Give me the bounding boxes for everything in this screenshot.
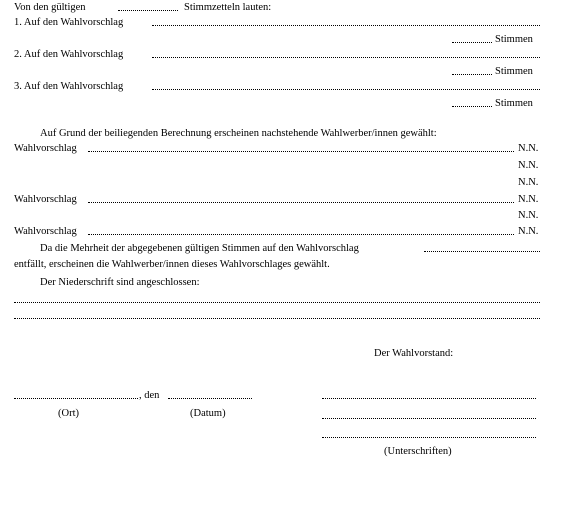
proposal-3-votes-blank[interactable] [452, 98, 492, 110]
attachment-line-2[interactable] [14, 310, 540, 322]
proposal-2-name-blank[interactable] [152, 49, 540, 61]
elected-2-name-1: N.N. [518, 194, 539, 205]
place-label: (Ort) [58, 408, 79, 419]
signature-line-2[interactable] [322, 410, 536, 422]
elected-1-name-2: N.N. [518, 160, 539, 171]
elected-2-name-2: N.N. [518, 210, 539, 221]
proposal-3-label: 3. Auf den Wahlvorschlag [14, 81, 124, 92]
proposal-1-label: 1. Auf den Wahlvorschlag [14, 17, 124, 28]
elected-2-label: Wahlvorschlag [14, 194, 77, 205]
proposal-2-votes-blank[interactable] [452, 66, 492, 78]
elected-1-label: Wahlvorschlag [14, 143, 77, 154]
heading-prefix: Von den gültigen [14, 2, 86, 13]
proposal-3-votes-label: Stimmen [495, 98, 533, 109]
proposal-3-name-blank[interactable] [152, 81, 540, 93]
board-label: Der Wahlvorstand: [374, 348, 454, 359]
attachment-line-1[interactable] [14, 294, 540, 306]
date-label: (Datum) [190, 408, 226, 419]
proposal-1-votes-label: Stimmen [495, 34, 533, 45]
place-blank[interactable] [14, 390, 138, 402]
date-blank[interactable] [168, 390, 252, 402]
signatures-label: (Unterschriften) [384, 446, 452, 457]
signature-line-3[interactable] [322, 429, 536, 441]
proposal-2-votes-label: Stimmen [495, 66, 533, 77]
proposal-2-label: 2. Auf den Wahlvorschlag [14, 49, 124, 60]
heading-suffix: Stimmzetteln lauten: [184, 2, 272, 13]
majority-line-2: entfällt, erscheinen die Wahlwerber/innen dieses Wahlvorschlages gewählt. [14, 259, 330, 270]
elected-1-name-1: N.N. [518, 143, 539, 154]
elected-3-name-1: N.N. [518, 226, 539, 237]
proposal-1-name-blank[interactable] [152, 17, 540, 29]
signature-line-1[interactable] [322, 390, 536, 402]
elected-3-label: Wahlvorschlag [14, 226, 77, 237]
elected-3-blank[interactable] [88, 226, 514, 238]
calculation-text: Auf Grund der beiliegenden Berechnung erscheinen nachstehende Wahlwerber/innen gewählt: [40, 128, 437, 139]
proposal-1-votes-blank[interactable] [452, 34, 492, 46]
elected-1-name-3: N.N. [518, 177, 539, 188]
attachments-label: Der Niederschrift sind angeschlossen: [40, 277, 200, 288]
valid-ballots-blank[interactable] [118, 2, 178, 14]
den-label: , den [139, 390, 160, 401]
majority-line-1: Da die Mehrheit der abgegebenen gültigen Stimmen auf den Wahlvorschlag [40, 243, 359, 254]
elected-1-blank[interactable] [88, 143, 514, 155]
majority-proposal-blank[interactable] [424, 243, 540, 255]
elected-2-blank[interactable] [88, 194, 514, 206]
